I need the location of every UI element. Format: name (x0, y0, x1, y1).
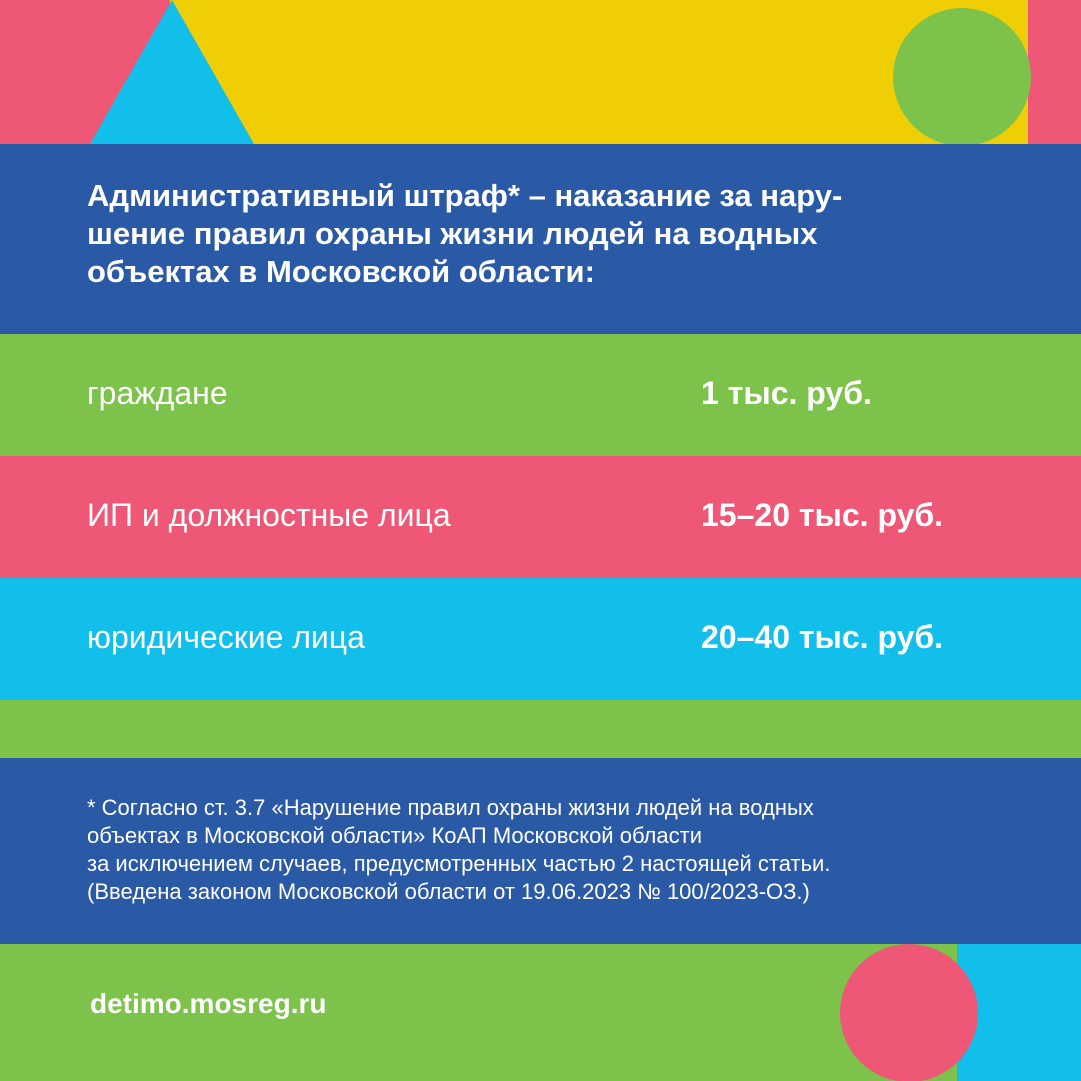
footnote-line: (Введена законом Московской области от 19.06.2023 № 100/2023-ОЗ.) (87, 879, 810, 904)
fine-row-citizens (0, 334, 1081, 456)
footnote-line: * Согласно ст. 3.7 «Нарушение правил охраны жизни людей на водных (87, 795, 814, 820)
footnote-line: объектах в Московской области» КоАП Московской области (87, 823, 702, 848)
green-divider (0, 700, 1081, 758)
fine-category-label: юридические лица (87, 619, 365, 655)
fine-amount: 15–20 тыс. руб. (701, 497, 944, 533)
footnote-section (0, 758, 1081, 944)
decorative-header (0, 0, 1081, 144)
fine-category-label: граждане (87, 375, 228, 411)
fine-row-legal-entities (0, 578, 1081, 700)
fine-amount: 20–40 тыс. руб. (701, 619, 944, 655)
website-link[interactable]: detimo.mosreg.ru (90, 988, 327, 1019)
title-line: шение правил охраны жизни людей на водных (87, 216, 818, 251)
footnote (87, 794, 1047, 906)
title-section (0, 144, 1081, 334)
cyan-triangle-shape (90, 0, 254, 144)
fine-category-label: ИП и должностные лица (87, 497, 451, 533)
page-title (87, 177, 987, 291)
footnote-line: за исключением случаев, предусмотренных частью 2 настоящей статьи. (87, 851, 831, 876)
fine-row-officials (0, 456, 1081, 578)
footer (0, 944, 1081, 1081)
title-line: Административный штраф* – наказание за нару- (87, 178, 843, 213)
pink-circle-shape (840, 944, 978, 1081)
green-circle-shape (893, 8, 1031, 144)
pink-strip (1028, 0, 1081, 144)
title-line: объектах в Московской области: (87, 254, 595, 289)
fine-amount: 1 тыс. руб. (701, 375, 872, 411)
